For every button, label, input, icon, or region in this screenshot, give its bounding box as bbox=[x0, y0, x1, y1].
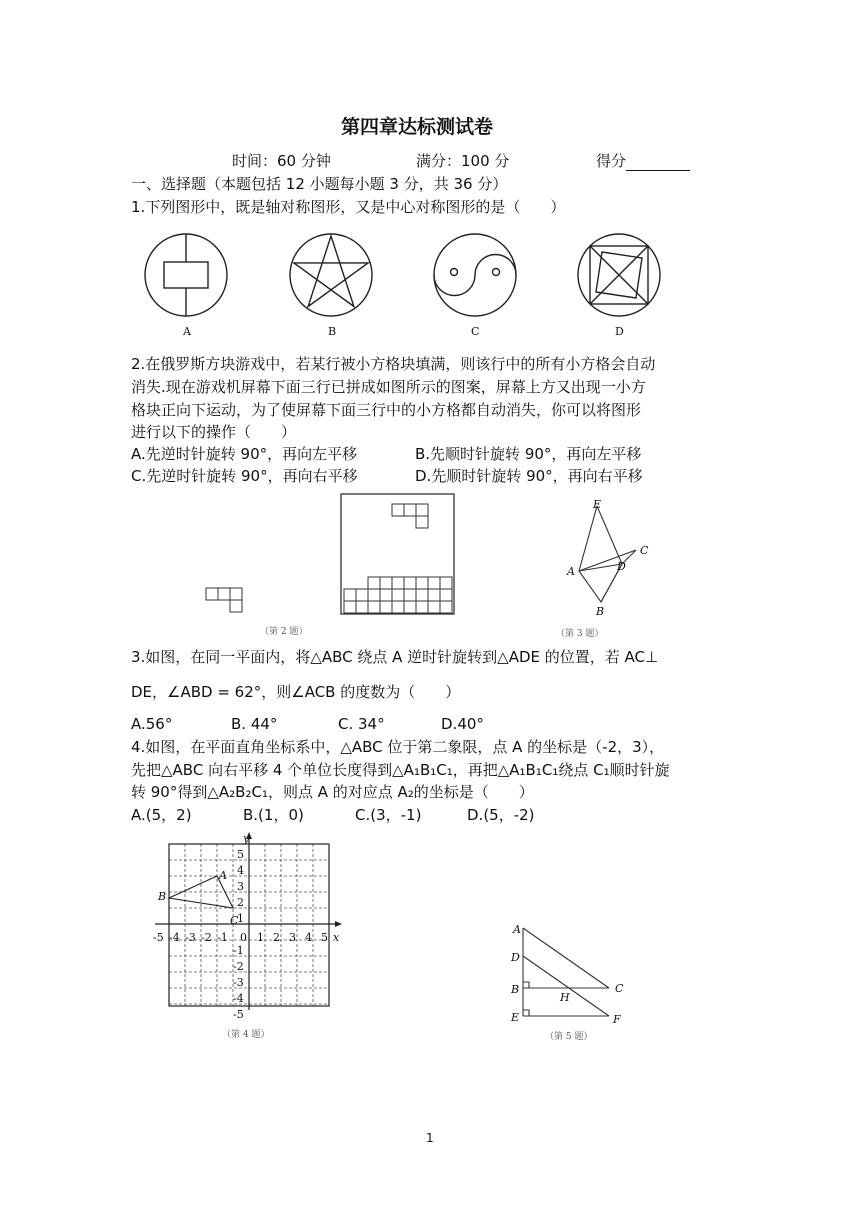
q4-y-tick: 3 bbox=[237, 880, 244, 893]
q1-label-d: D bbox=[615, 325, 624, 338]
q4-x-tick: -2 bbox=[201, 931, 212, 944]
q5-point-h: H bbox=[560, 991, 570, 1004]
q2-caption: （第 2 题） bbox=[260, 627, 308, 637]
q1-label-b: B bbox=[328, 325, 337, 338]
q4-x-tick: -5 bbox=[153, 931, 164, 944]
q4-y-tick: -3 bbox=[233, 976, 244, 989]
section-heading: 一、选择题（本题包括 12 小题每小题 3 分，共 36 分） bbox=[131, 175, 508, 193]
q4-axis-x-label: x bbox=[333, 931, 340, 944]
q5-point-b: B bbox=[511, 983, 520, 996]
q4-point-a: A bbox=[219, 869, 227, 882]
q1-figures bbox=[140, 228, 680, 346]
q2-option-d: D.先顺时针旋转 90°，再向右平移 bbox=[415, 467, 643, 485]
q3-figure bbox=[560, 494, 670, 622]
q4-y-tick: 2 bbox=[237, 896, 244, 909]
q1-figure-b bbox=[290, 234, 372, 316]
q4-line-3: 转 90°得到△A₂B₂C₁，则点 A 的对应点 A₂的坐标是（ ） bbox=[131, 783, 534, 801]
q3-line-1: 3.如图，在同一平面内，将△ABC 绕点 A 逆时针旋转到△ADE 的位置，若 AC⊥ bbox=[131, 648, 659, 666]
q3-point-d: D bbox=[617, 560, 626, 573]
q4-y-tick: -5 bbox=[233, 1008, 244, 1021]
q2-line-2: 消失.现在游戏机屏幕下面三行已拼成如图所示的图案，屏幕上方又出现一小方 bbox=[131, 378, 646, 396]
q4-x-tick: 0 bbox=[240, 931, 247, 944]
q1-label-c: C bbox=[471, 325, 480, 338]
q5-point-d: D bbox=[511, 951, 520, 964]
q2-line-4: 进行以下的操作（ ） bbox=[131, 423, 297, 441]
q1-figure-d bbox=[578, 234, 660, 316]
q4-x-tick: 5 bbox=[321, 931, 328, 944]
q2-figure bbox=[200, 490, 460, 620]
q2-small-piece bbox=[206, 588, 242, 612]
q2-screen bbox=[341, 494, 454, 614]
q3-point-e: E bbox=[593, 498, 602, 511]
q2-falling-piece bbox=[392, 504, 428, 528]
q3-option-b: B. 44° bbox=[231, 715, 278, 733]
q4-caption: （第 4 题） bbox=[222, 1030, 270, 1040]
q3-option-d: D.40° bbox=[441, 715, 484, 733]
exam-score bbox=[596, 151, 690, 171]
q4-y-tick: -1 bbox=[233, 944, 244, 957]
q5-point-c: C bbox=[615, 982, 624, 995]
q3-point-c: C bbox=[640, 544, 649, 557]
q5-caption: （第 5 题） bbox=[545, 1032, 593, 1042]
q2-line-1: 2.在俄罗斯方块游戏中，若某行被小方格块填满，则该行中的所有小方格会自动 bbox=[131, 355, 656, 373]
q5-point-a: A bbox=[513, 923, 521, 936]
score-blank bbox=[626, 154, 690, 171]
q4-option-a: A.(5，2) bbox=[131, 806, 192, 824]
q4-option-c: C.(3，-1) bbox=[355, 806, 422, 824]
q4-grid-figure bbox=[150, 830, 350, 1020]
q5-point-f: F bbox=[613, 1013, 621, 1026]
q1-label-a: A bbox=[183, 325, 191, 338]
q5-point-e: E bbox=[511, 1011, 520, 1024]
q4-x-tick: -1 bbox=[217, 931, 228, 944]
q3-option-a: A.56° bbox=[131, 715, 173, 733]
q1-figure-a bbox=[145, 234, 227, 316]
q4-x-tick: 2 bbox=[273, 931, 280, 944]
q4-option-d: D.(5，-2) bbox=[467, 806, 535, 824]
q4-y-tick: -4 bbox=[233, 992, 244, 1005]
q4-point-c: C bbox=[230, 914, 239, 927]
q2-bottom-rows bbox=[344, 577, 452, 613]
score-label: 得分 bbox=[596, 152, 627, 170]
exam-time: 时间：60 分钟 bbox=[232, 152, 331, 170]
q4-x-tick: 4 bbox=[305, 931, 312, 944]
q3-point-b: B bbox=[596, 605, 605, 618]
q4-x-tick: 1 bbox=[257, 931, 264, 944]
q4-x-tick: -3 bbox=[185, 931, 196, 944]
exam-full-score: 满分：100 分 bbox=[416, 152, 510, 170]
q4-x-tick: 3 bbox=[289, 931, 296, 944]
q4-axis-y-label: y bbox=[243, 832, 250, 845]
q3-option-c: C. 34° bbox=[338, 715, 385, 733]
q4-y-tick: -2 bbox=[233, 960, 244, 973]
q1-stem: 1.下列图形中，既是轴对称图形，又是中心对称图形的是（ ） bbox=[131, 198, 566, 216]
q4-option-b: B.(1，0) bbox=[243, 806, 304, 824]
q4-y-tick: 5 bbox=[237, 848, 244, 861]
q3-caption: （第 3 题） bbox=[556, 629, 604, 639]
q4-y-tick: 1 bbox=[237, 912, 244, 925]
page-title: 第四章达标测试卷 bbox=[341, 116, 494, 138]
q4-point-b: B bbox=[158, 890, 167, 903]
q2-option-b: B.先顺时针旋转 90°，再向左平移 bbox=[415, 445, 642, 463]
q2-option-c: C.先逆时针旋转 90°，再向右平移 bbox=[131, 467, 358, 485]
q4-line-1: 4.如图，在平面直角坐标系中，△ABC 位于第二象限，点 A 的坐标是（-2，3）， bbox=[131, 738, 665, 756]
q3-point-a: A bbox=[567, 565, 575, 578]
q3-line-2: DE，∠ABD = 62°，则∠ACB 的度数为（ ） bbox=[131, 683, 461, 701]
page-number: 1 bbox=[426, 1131, 434, 1145]
q4-line-2: 先把△ABC 向右平移 4 个单位长度得到△A₁B₁C₁，再把△A₁B₁C₁绕点 C₁顺时针旋 bbox=[131, 761, 670, 779]
q4-y-tick: 4 bbox=[237, 864, 244, 877]
q2-option-a: A.先逆时针旋转 90°，再向左平移 bbox=[131, 445, 358, 463]
q4-x-tick: -4 bbox=[169, 931, 180, 944]
q2-line-3: 格块正向下运动，为了使屏幕下面三行中的小方格都自动消失，你可以将图形 bbox=[131, 401, 642, 419]
q1-figure-c bbox=[434, 234, 516, 316]
